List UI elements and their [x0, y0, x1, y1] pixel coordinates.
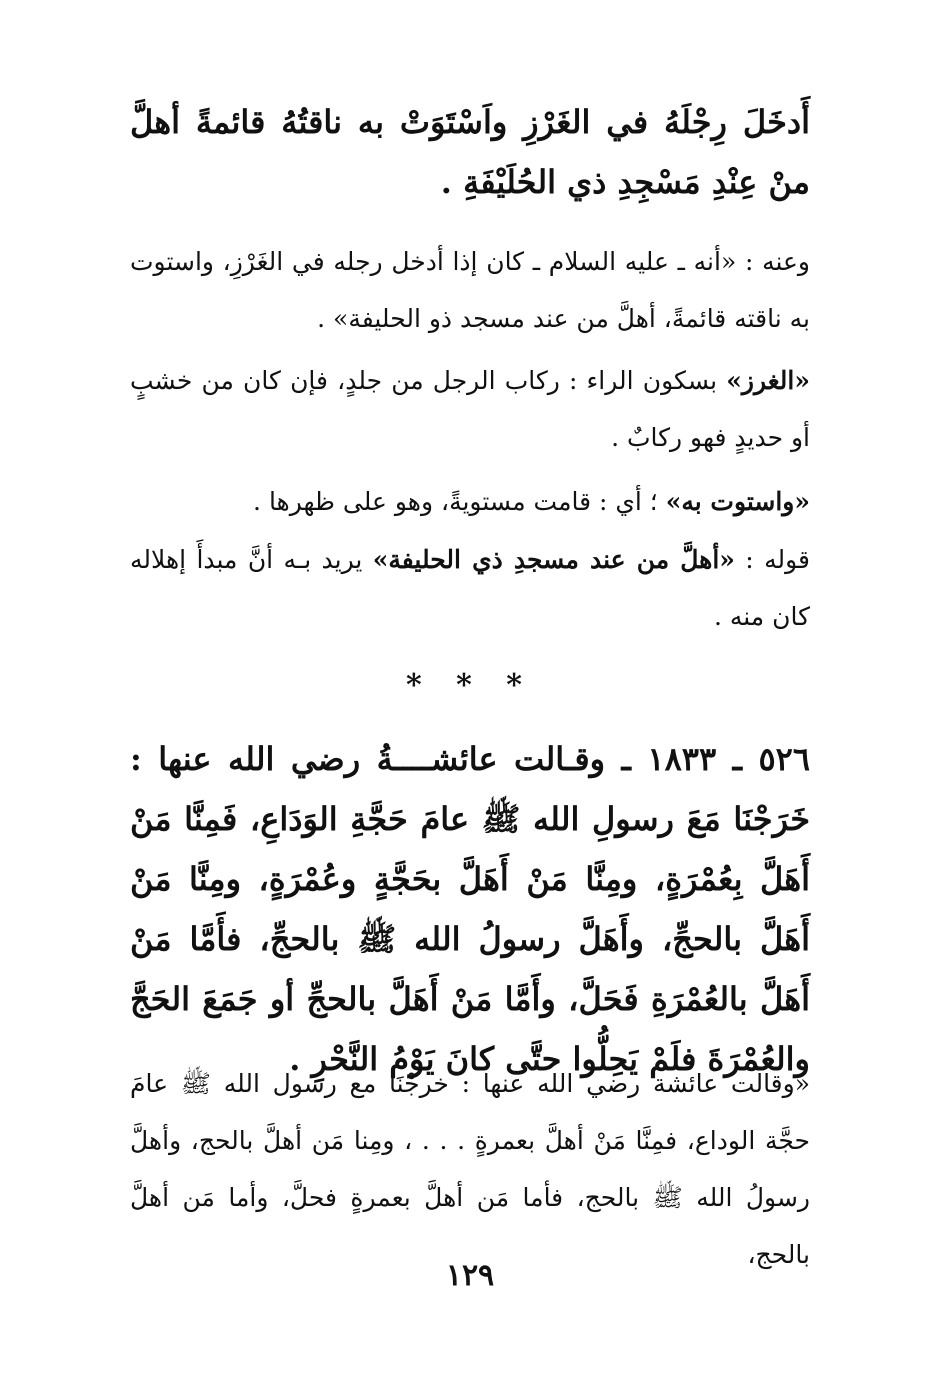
- term-gharz: «الغرز»: [726, 366, 810, 395]
- qawluhu-lead: قوله :: [734, 545, 810, 574]
- term-gharz-explanation: بسكون الراء : ركاب الرجل من جلدٍ، فإن كان من خشبٍ أو حديدٍ فهو ركابٌ .: [130, 366, 810, 452]
- term-ahalla: «أهلَّ من عند مسجدِ ذي الحليفة»: [372, 545, 735, 574]
- commentary-paragraph-gharz: [130, 352, 810, 466]
- commentary-paragraph-1: وعنه : «أنه ـ عليه السلام ـ كان إذا أدخل رجله في الغَرْزِ، واستوت به ناقته قائمةً، أهلَّ من عند مسجد ذو الحليفة» .: [130, 247, 810, 333]
- term-istawat: «واستوت به»: [665, 487, 810, 516]
- term-ahalla-explanation: يريد بـه أنَّ مبدأَ إهلاله كان منه .: [130, 545, 810, 631]
- commentary-paragraph-istawat: [130, 473, 810, 530]
- section-divider: * * *: [406, 668, 534, 703]
- page-number: ١٢٩: [445, 1258, 495, 1293]
- term-istawat-explanation: ؛ أي : قامت مستويةً، وهو على ظهرها .: [253, 487, 666, 516]
- hadith-continuation-text: أَدخَلَ رِجْلَهُ في الغَرْزِ واَسْتَوَتْ به ناقتُهُ قائمةً أهلَّ منْ عِنْدِ مَسْجِدِ ذي الحُلَيْفَةِ .: [130, 103, 810, 201]
- hadith-526-text: ٥٢٦ ـ ١٨٣٣ ـ وقـالت عائشــــةُ رضي الله عنها : خَرَجْنَا مَعَ رسولِ الله ﷺ عامَ حَجَّةِ الوَدَاعِ، فَمِنَّا مَنْ أَهَلَّ بِعُمْرَةٍ، ومِنَّا مَنْ أَهَلَّ بحَجَّةٍ وعُمْرَةٍ، ومِنَّا مَنْ أَهَلَّ بالحجِّ، وأَهَلَّ رسولُ الله ﷺ بالحجِّ، فأَمَّا مَنْ أَهَلَّ بالعُمْرَةِ فَحَلَّ، وأَمَّا مَنْ أَهَلَّ بالحجِّ أو جَمَعَ الحَجَّ والعُمْرَةَ فلَمْ يَحِلُّوا حتَّى كانَ يَوْمُ النَّحْرِ .: [130, 740, 811, 1078]
- commentary-paragraph-ahalla: [130, 531, 810, 645]
- hadith-526-commentary: «وقالت عائشة رضي الله عنها : خرجْنَا مع رسول الله ﷺ عامَ حجَّة الوداع، فمِنَّا مَنْ أهلَّ بعمرةٍ . . . ، ومِنا مَن أهلَّ بالحج، وأهلَّ رسولُ الله ﷺ بالحج، فأما مَن أهلَّ بعمرةٍ فحلَّ، وأما مَن أهلَّ بالحج،: [130, 1069, 810, 1269]
